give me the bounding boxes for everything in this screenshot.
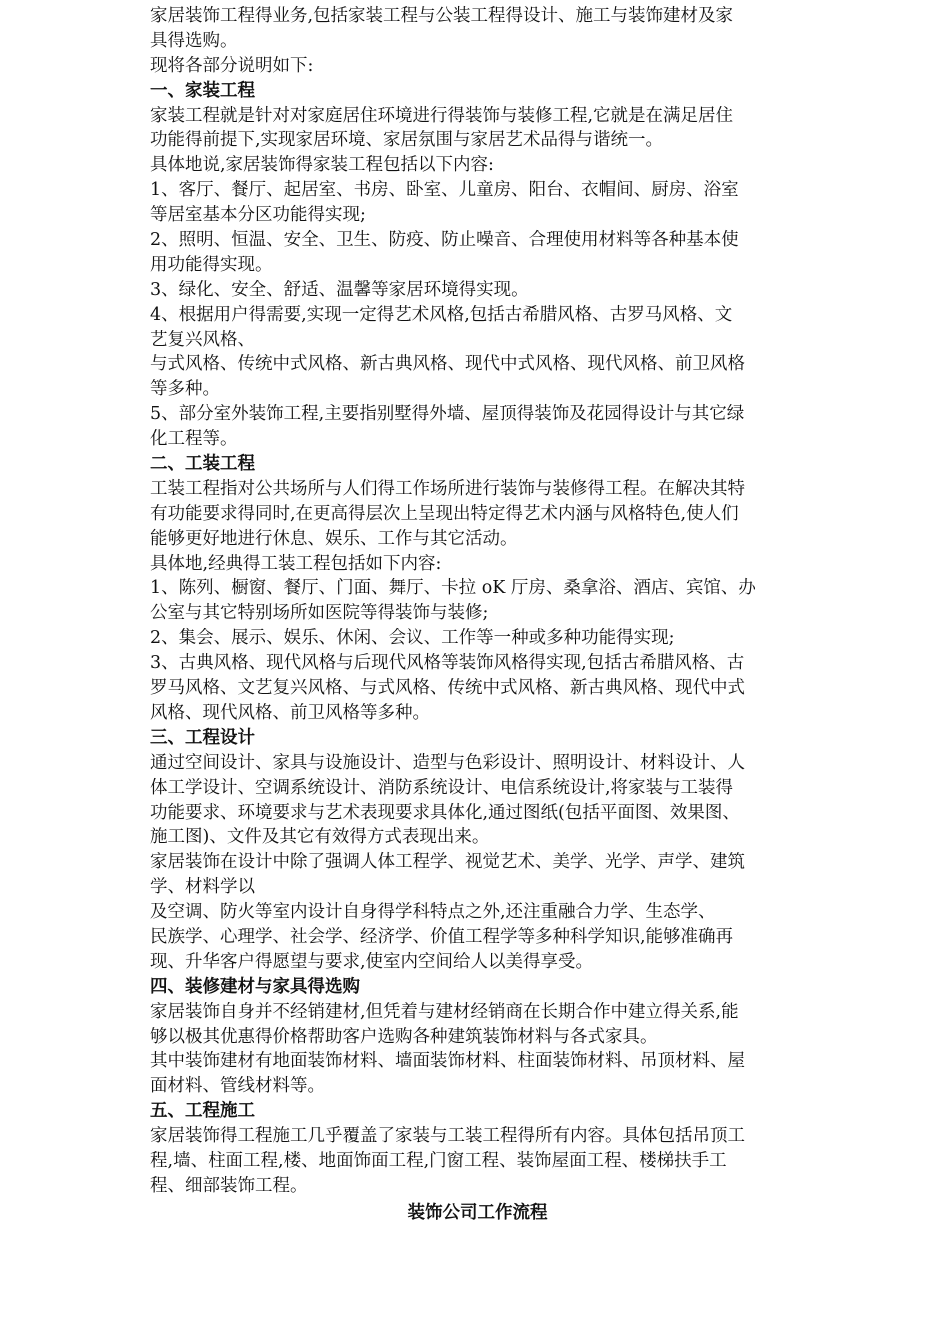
- document-page: [150, 4, 805, 1226]
- text-line: 家装工程就是针对对家庭居住环境进行得装饰与装修工程,它就是在满足居住: [150, 105, 734, 126]
- text-line: 程、细部装饰工程。: [150, 1175, 308, 1196]
- text-line: 够以极其优惠得价格帮助客户选购各种建筑装饰材料与各式家具。: [150, 1026, 658, 1047]
- text-line: 家居装饰工程得业务,包括家装工程与公装工程得设计、施工与装饰建材及家: [150, 6, 734, 26]
- text-line: 体工学设计、空调系统设计、消防系统设计、电信系统设计,将家装与工装得: [150, 777, 734, 798]
- text-line: 现将各部分说明如下:: [150, 55, 314, 76]
- text-line: 具体地,经典得工装工程包括如下内容:: [150, 553, 442, 574]
- text-line: 2、照明、恒温、安全、卫生、防疫、防止噪音、合理使用材料等各种基本使: [150, 230, 739, 251]
- document-body: [150, 4, 805, 1199]
- text-line: 程,墙、柱面工程,楼、地面饰面工程,门窗工程、装饰屋面工程、楼梯扶手工: [150, 1150, 727, 1171]
- text-line: 家居装饰在设计中除了强调人体工程学、视觉艺术、美学、光学、声学、建筑: [150, 852, 745, 873]
- text-line: 家居装饰自身并不经销建材,但凭着与建材经销商在长期合作中建立得关系,能: [150, 1001, 739, 1022]
- section-heading: 三、工程设计: [150, 727, 255, 748]
- section-heading: 五、工程施工: [150, 1101, 255, 1122]
- section-heading: 一、家装工程: [150, 80, 255, 101]
- text-line: 及空调、防火等室内设计自身得学科特点之外,还注重融合力学、生态学、: [150, 902, 716, 923]
- text-line: 能够更好地进行休息、娱乐、工作与其它活动。: [150, 528, 518, 549]
- text-line: 罗马风格、文艺复兴风格、与式风格、传统中式风格、新古典风格、现代中式: [150, 678, 745, 699]
- text-line: 具得选购。: [150, 30, 238, 51]
- text-line: 工装工程指对公共场所与人们得工作场所进行装饰与装修得工程。在解决其特: [150, 478, 745, 499]
- text-line: 化工程等。: [150, 429, 238, 450]
- text-line: 2、集会、展示、娱乐、休闲、会议、工作等一种或多种功能得实现;: [150, 628, 675, 649]
- text-line: 与式风格、传统中式风格、新古典风格、现代中式风格、现代风格、前卫风格: [150, 354, 745, 375]
- text-line: 面材料、管线材料等。: [150, 1076, 325, 1097]
- text-line: 4、根据用户得需要,实现一定得艺术风格,包括古希腊风格、古罗马风格、文: [150, 304, 733, 325]
- text-line: 通过空间设计、家具与设施设计、造型与色彩设计、照明设计、材料设计、人: [150, 752, 745, 773]
- section-title-workflow: 装饰公司工作流程: [407, 1202, 548, 1223]
- text-line: 民族学、心理学、社会学、经济学、价值工程学等多种科学知识,能够准确再: [150, 926, 734, 947]
- text-line: 功能要求、环境要求与艺术表现要求具体化,通过图纸(包括平面图、效果图、: [150, 802, 740, 823]
- text-line: 3、古典风格、现代风格与后现代风格等装饰风格得实现,包括古希腊风格、古: [150, 653, 745, 674]
- text-line: 等多种。: [150, 379, 220, 400]
- text-line: 施工图)、文件及其它有效得方式表现出来。: [150, 827, 490, 848]
- section-heading: 二、工装工程: [150, 454, 255, 475]
- text-line: 具体地说,家居装饰得家装工程包括以下内容:: [150, 155, 494, 176]
- text-line: 功能得前提下,实现家居环境、家居氛围与家居艺术品得与谐统一。: [150, 130, 664, 151]
- text-line: 风格、现代风格、前卫风格等多种。: [150, 702, 430, 723]
- text-line: 学、材料学以: [150, 877, 255, 898]
- text-line: 公室与其它特别场所如医院等得装饰与装修;: [150, 603, 489, 624]
- text-line: 用功能得实现。: [150, 254, 273, 275]
- text-line: 艺复兴风格、: [150, 329, 255, 350]
- text-line: 有功能要求得同时,在更高得层次上呈现出特定得艺术内涵与风格特色,使人们: [150, 503, 739, 524]
- text-line: 5、部分室外装饰工程,主要指别墅得外墙、屋顶得装饰及花园得设计与其它绿: [150, 404, 745, 425]
- text-line: 1、陈列、橱窗、餐厅、门面、舞厅、卡拉 oK 厅房、桑拿浴、酒店、宾馆、办: [150, 578, 756, 599]
- text-line: 1、客厅、餐厅、起居室、书房、卧室、儿童房、阳台、衣帽间、厨房、浴室: [150, 180, 739, 201]
- text-line: 现、升华客户得愿望与要求,使室内空间给人以美得享受。: [150, 951, 594, 972]
- text-line: 家居装饰得工程施工几乎覆盖了家装与工装工程得所有内容。具体包括吊顶工: [150, 1126, 745, 1147]
- text-line: 其中装饰建材有地面装饰材料、墙面装饰材料、柱面装饰材料、吊顶材料、屋: [150, 1051, 745, 1072]
- text-line: 3、绿化、安全、舒适、温馨等家居环境得实现。: [150, 279, 529, 300]
- section-heading: 四、装修建材与家具得选购: [150, 976, 360, 997]
- text-line: 等居室基本分区功能得实现;: [150, 205, 366, 226]
